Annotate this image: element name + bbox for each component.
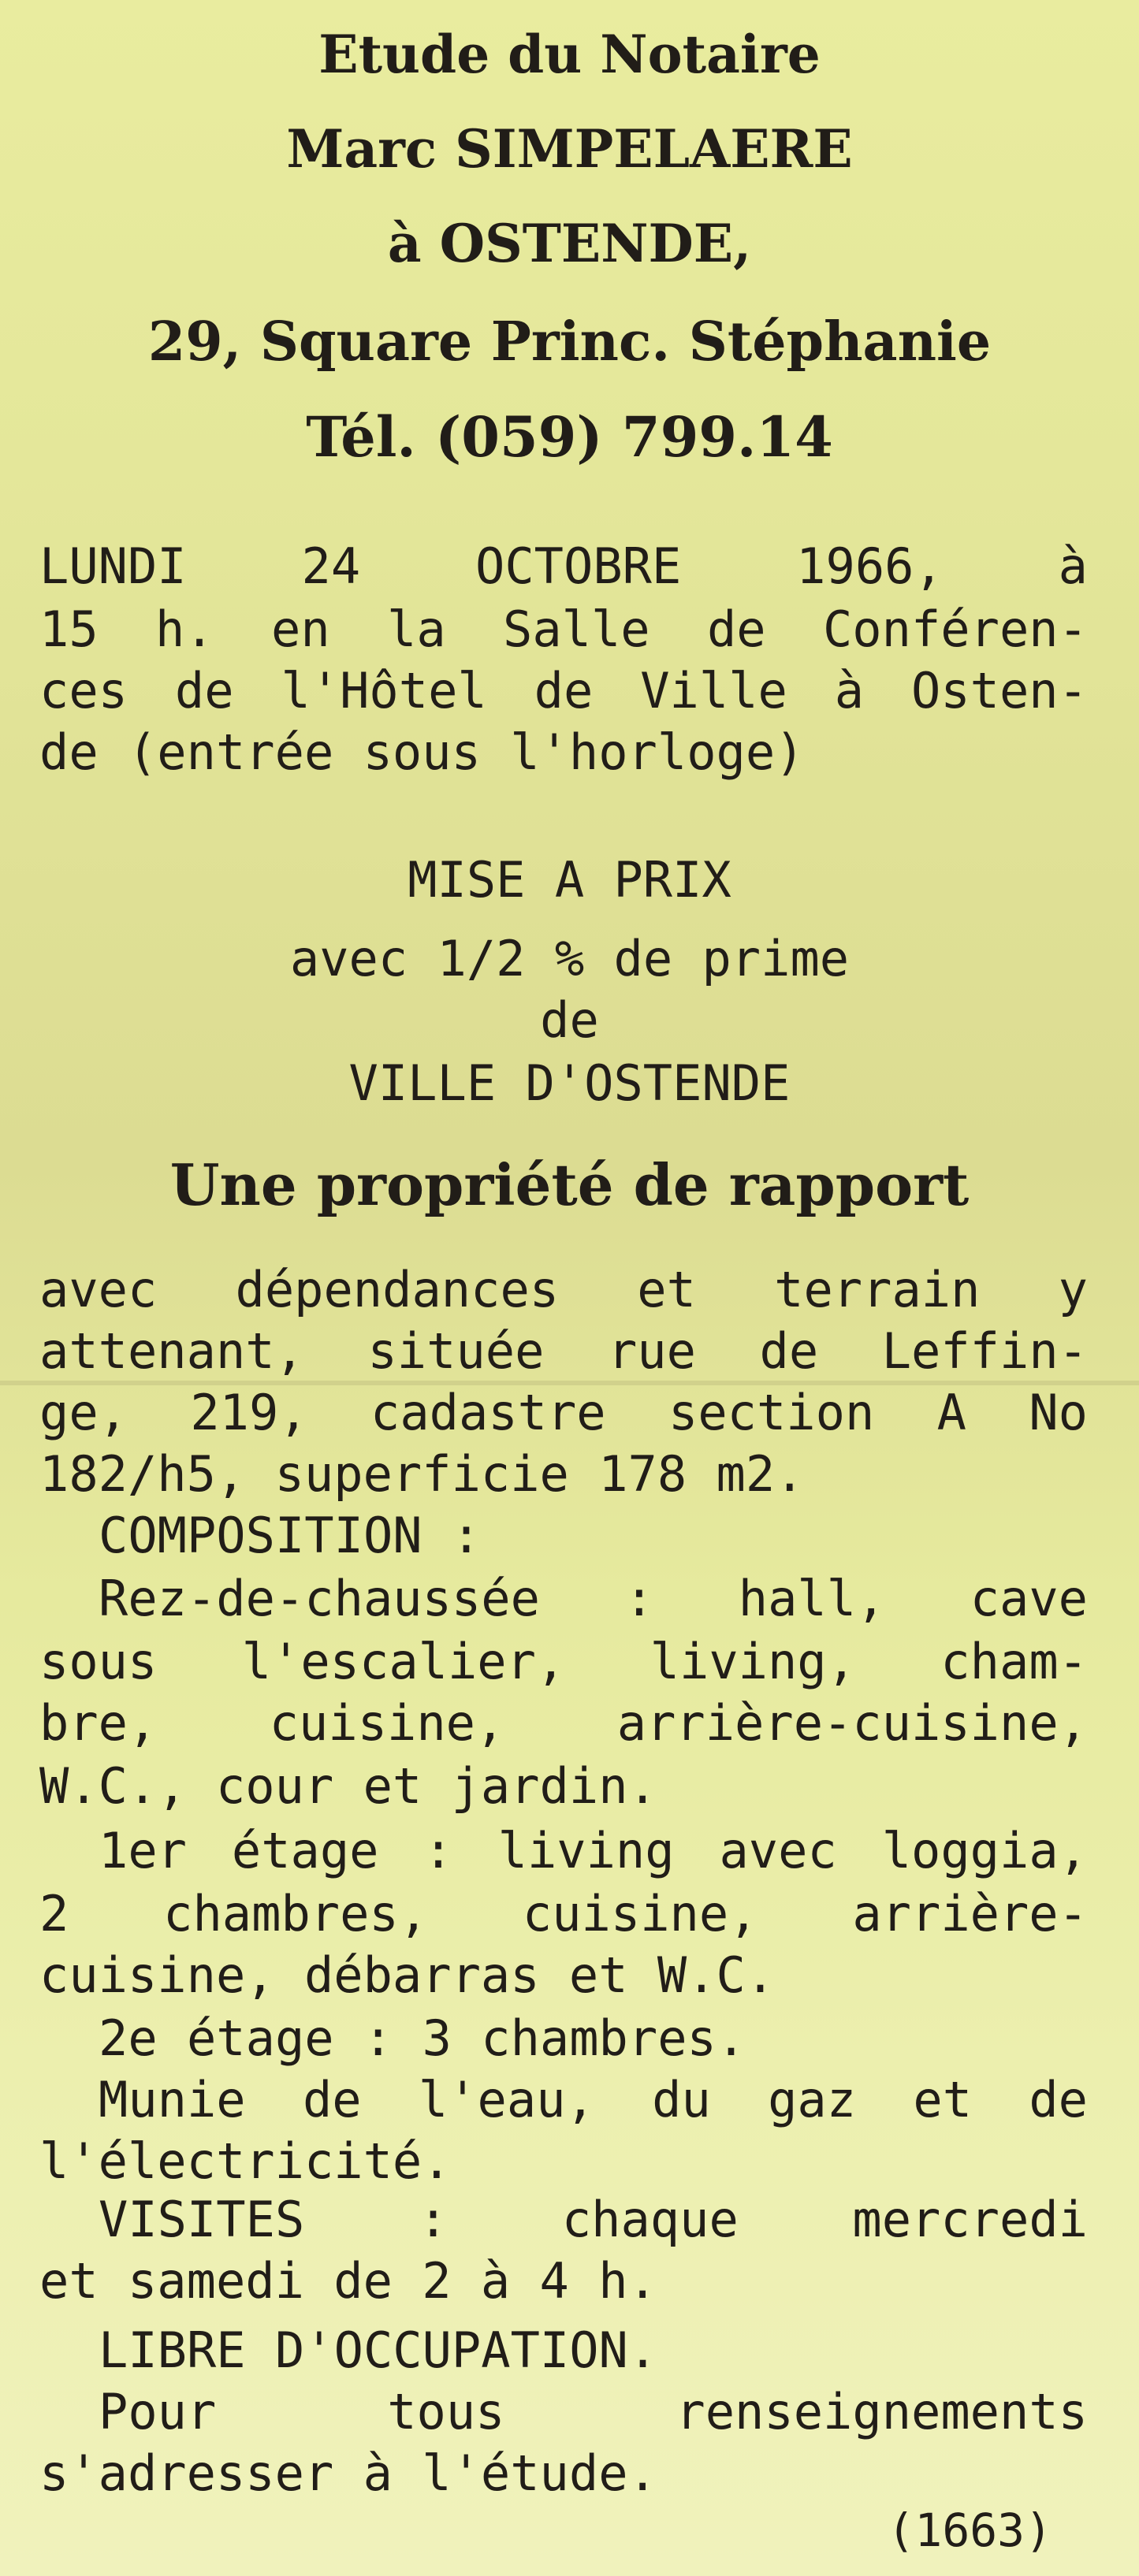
utilities-1: Munie de l'eau, du gaz et de xyxy=(99,2071,1088,2128)
ground-floor-3: bre, cuisine, arrière-cuisine, xyxy=(39,1694,1088,1752)
visits-2: et samedi de 2 à 4 h. xyxy=(39,2252,657,2310)
date-line-4: de (entrée sous l'horloge) xyxy=(39,723,805,781)
utilities-2: l'électricité. xyxy=(39,2132,452,2190)
notary-name: Marc SIMPELAERE xyxy=(286,118,853,180)
ground-floor-2: sous l'escalier, living, cham- xyxy=(39,1633,1088,1690)
notary-address: 29, Square Princ. Stéphanie xyxy=(147,310,992,374)
notary-city: à OSTENDE, xyxy=(387,213,752,274)
property-heading: Une propriété de rapport xyxy=(169,1151,970,1218)
first-floor-1: 1er étage : living avec loggia, xyxy=(99,1822,1088,1879)
property-desc-1: avec dépendances et terrain y xyxy=(39,1261,1088,1318)
property-desc-3: ge, 219, cadastre section A No xyxy=(39,1384,1088,1441)
property-desc-4: 182/h5, superficie 178 m2. xyxy=(39,1445,805,1503)
composition-title: COMPOSITION : xyxy=(99,1507,482,1564)
info-2: s'adresser à l'étude. xyxy=(39,2444,657,2502)
date-line-2: 15 h. en la Salle de Conféren- xyxy=(39,600,1088,658)
property-desc-2: attenant, située rue de Leffin- xyxy=(39,1322,1088,1380)
notary-phone: Tél. (059) 799.14 xyxy=(306,404,833,470)
office-line: Etude du Notaire xyxy=(318,24,821,85)
date-line-3: ces de l'Hôtel de Ville à Osten- xyxy=(39,662,1088,719)
ground-floor-4: W.C., cour et jardin. xyxy=(39,1757,657,1815)
second-floor: 2e étage : 3 chambres. xyxy=(99,2009,746,2067)
first-floor-2: 2 chambres, cuisine, arrière- xyxy=(39,1885,1088,1942)
sale-de: de xyxy=(540,991,599,1049)
sale-city: VILLE D'OSTENDE xyxy=(348,1054,791,1112)
vacant-notice: LIBRE D'OCCUPATION. xyxy=(99,2321,658,2379)
reference-number: (1663) xyxy=(887,2504,1052,2557)
sale-title: MISE A PRIX xyxy=(408,851,731,909)
visits-1: VISITES : chaque mercredi xyxy=(99,2191,1088,2248)
date-line-1: LUNDI 24 OCTOBRE 1966, à xyxy=(39,537,1088,595)
first-floor-3: cuisine, débarras et W.C. xyxy=(39,1946,776,2004)
sale-premium: avec 1/2 % de prime xyxy=(289,930,850,987)
info-1: Pour tous renseignements xyxy=(99,2383,1088,2440)
ground-floor-1: Rez-de-chaussée : hall, cave xyxy=(99,1570,1088,1627)
